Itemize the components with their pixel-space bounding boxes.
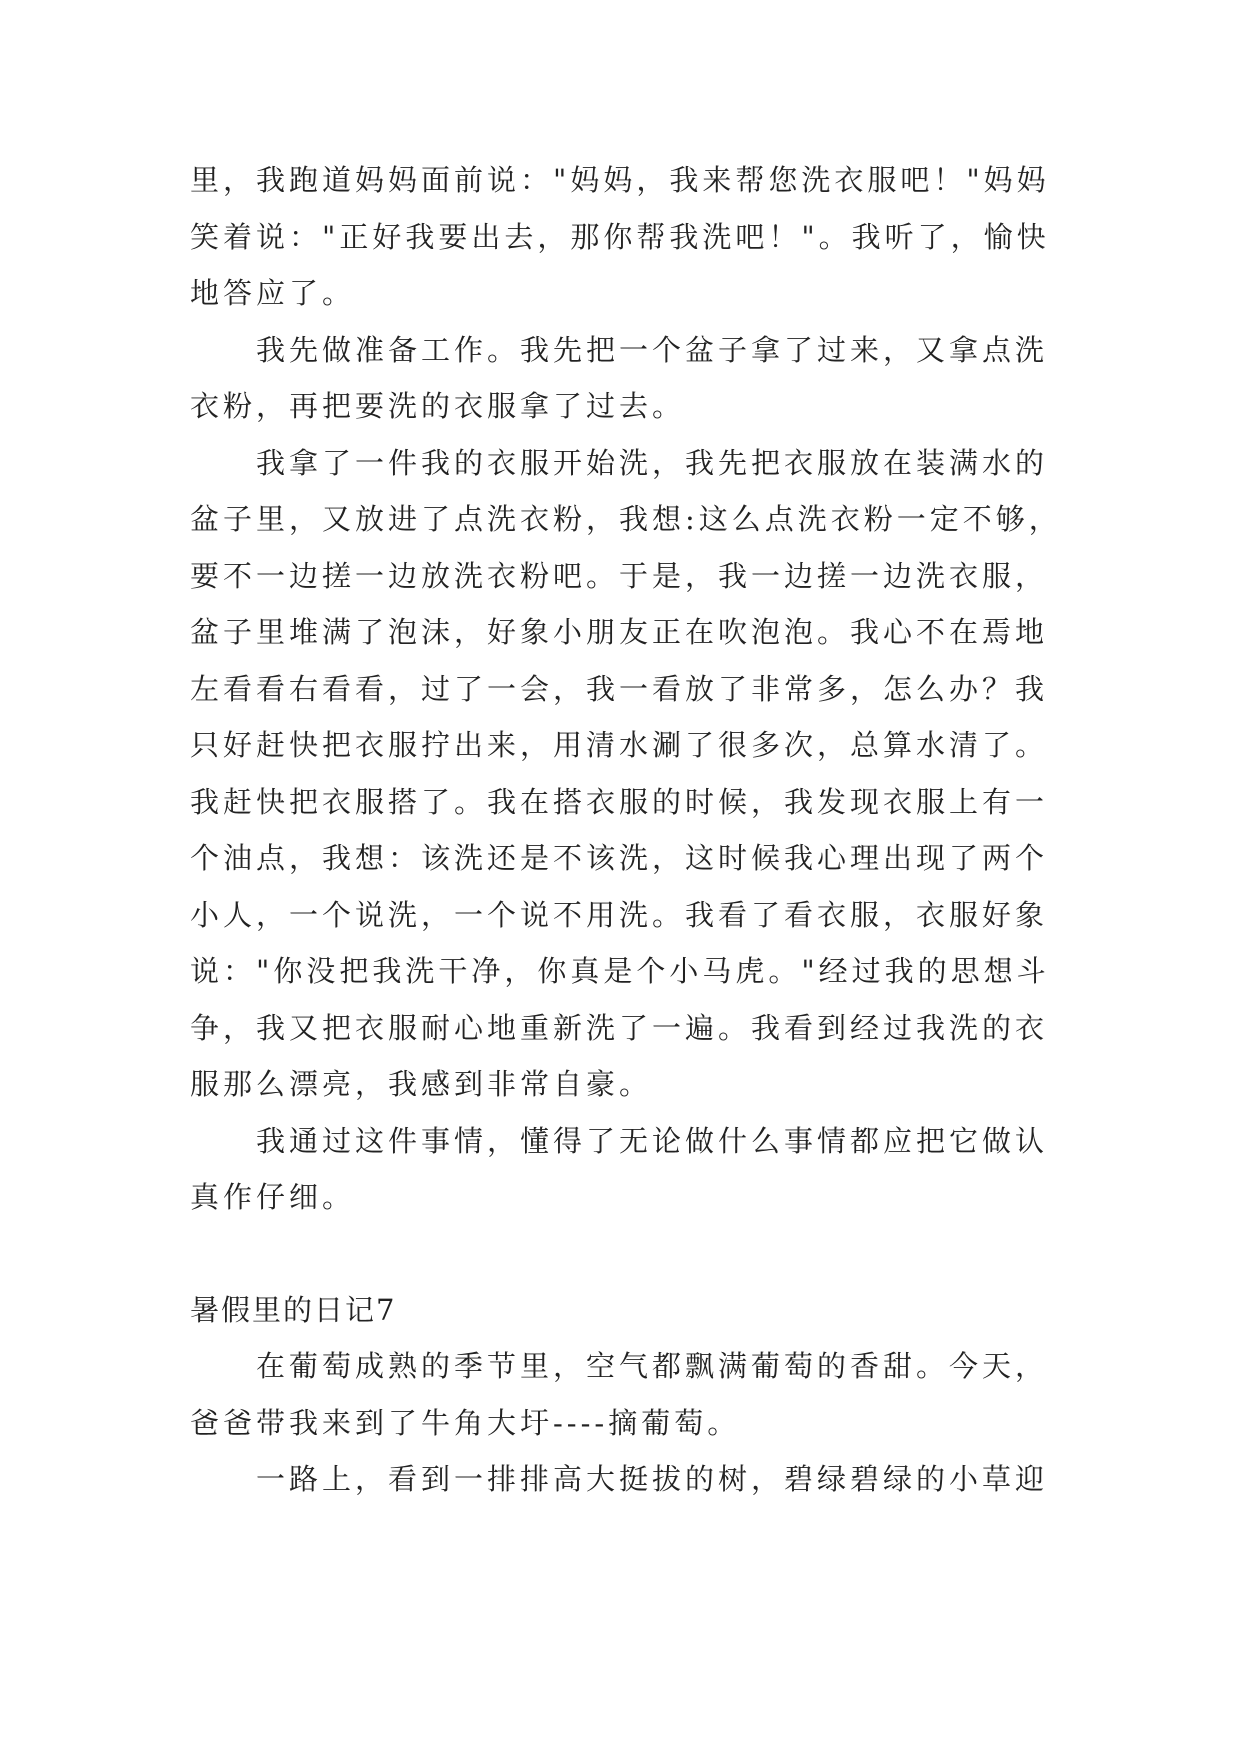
- text-line: 爸爸带我来到了牛角大圩----摘葡萄。: [190, 1405, 741, 1440]
- text-line: 小人，一个说洗，一个说不用洗。我看了看衣服，衣服好象: [190, 897, 1049, 932]
- text-line: 一路上，看到一排排高大挺拔的树，碧绿碧绿的小草迎: [256, 1462, 1049, 1496]
- text-line: 我先做准备工作。我先把一个盆子拿了过来，又拿点洗: [256, 332, 1049, 367]
- paragraph-1: [190, 152, 1055, 322]
- text-line: 我拿了一件我的衣服开始洗，我先把衣服放在装满水的: [256, 445, 1049, 480]
- document-body: [190, 152, 1062, 1508]
- paragraph-6: [190, 1451, 1055, 1508]
- text-line: 只好赶快把衣服拧出来，用清水涮了很多次，总算水清了。: [190, 728, 1049, 762]
- text-line: 真作仔细。: [190, 1180, 356, 1214]
- paragraph-5: [190, 1338, 1055, 1451]
- text-line: 在葡萄成熟的季节里，空气都飘满葡萄的香甜。今天，: [256, 1349, 1049, 1383]
- text-line: 说："你没把我洗干净，你真是个小马虎。"经过我的思想斗: [190, 954, 1050, 988]
- section-heading: 暑假里的日记7: [190, 1292, 397, 1327]
- text-line: 个油点，我想：该洗还是不该洗，这时候我心理出现了两个: [190, 841, 1049, 875]
- text-line: 我赶快把衣服搭了。我在搭衣服的时候，我发现衣服上有一: [190, 784, 1049, 819]
- text-line: 里，我跑道妈妈面前说："妈妈，我来帮您洗衣服吧！"妈妈: [190, 163, 1050, 197]
- section-gap: [190, 1226, 1055, 1282]
- text-line: 笑着说："正好我要出去，那你帮我洗吧！"。我听了，愉快: [190, 219, 1050, 254]
- text-line: 盆子里堆满了泡沫，好象小朋友正在吹泡泡。我心不在焉地: [190, 615, 1049, 649]
- text-line: 要不一边搓一边放洗衣粉吧。于是，我一边搓一边洗衣服，: [190, 558, 1049, 593]
- paragraph-4: [190, 1113, 1055, 1226]
- text-line: 地答应了。: [190, 276, 356, 310]
- text-line: 衣粉，再把要洗的衣服拿了过去。: [190, 389, 686, 423]
- text-line: 盆子里，又放进了点洗衣粉，我想:这么点洗衣粉一定不够，: [190, 502, 1062, 536]
- text-line: 争，我又把衣服耐心地重新洗了一遍。我看到经过我洗的衣: [190, 1010, 1049, 1045]
- text-line: 左看看右看看，过了一会，我一看放了非常多，怎么办？我: [190, 671, 1049, 706]
- paragraph-2: [190, 322, 1055, 435]
- text-line: 我通过这件事情，懂得了无论做什么事情都应把它做认: [256, 1123, 1049, 1158]
- text-line: 服那么漂亮，我感到非常自豪。: [190, 1067, 653, 1101]
- paragraph-3: [190, 435, 1062, 1113]
